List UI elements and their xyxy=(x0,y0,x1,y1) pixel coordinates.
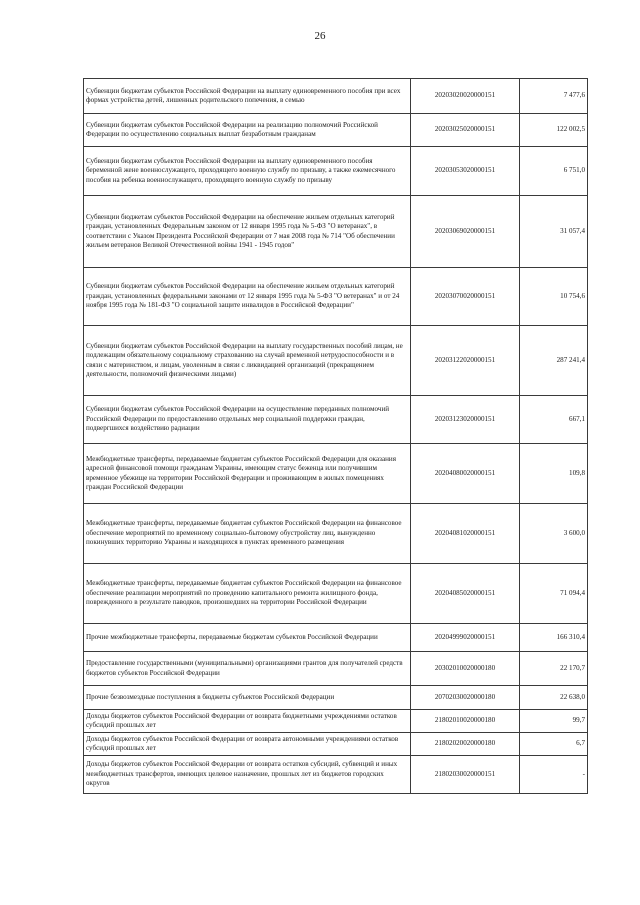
table-row xyxy=(84,114,588,147)
row-amount: 6 751,0 xyxy=(520,147,588,196)
row-name: Субвенции бюджетам субъектов Российской Федерации на осуществление переданных полномочий Российской Федерации по предоставлению отдельных мер социальной поддержки граждан, подвергшихся воздействию радиации xyxy=(84,396,411,444)
row-name: Прочие межбюджетные трансферты, передаваемые бюджетам субъектов Российской Федерации xyxy=(84,624,411,652)
table-row xyxy=(84,79,588,114)
table-row xyxy=(84,444,588,504)
row-code: 20203070020000151 xyxy=(411,268,520,326)
row-amount: 667,1 xyxy=(520,396,588,444)
row-name: Доходы бюджетов субъектов Российской Федерации от возврата бюджетными учреждениями остатков субсидий прошлых лет xyxy=(84,710,411,733)
row-name: Субвенции бюджетам субъектов Российской Федерации на выплату государственных пособий лицам, не подлежащим обязательному социальному страхованию на случай временной нетрудоспособности и в связи с материнством, и лицам, уволенным в связи с ликвидацией организаций (прекращением деятельности, полномочий физическими лицами) xyxy=(84,326,411,396)
row-name: Доходы бюджетов субъектов Российской Федерации от возврата остатков субсидий, субвенций и иных межбюджетных трансфертов, имеющих целевое назначение, прошлых лет из бюджетов городских округов xyxy=(84,756,411,794)
row-name: Субвенции бюджетам субъектов Российской Федерации на обеспечение жильем отдельных категорий граждан, установленных федеральными законами от 12 января 1995 года № 5-ФЗ "О ветеранах" и от 24 ноября 1995 года № 181-ФЗ "О социальной защите инвалидов в Российской Федерации" xyxy=(84,268,411,326)
table-row xyxy=(84,504,588,564)
row-amount: 31 057,4 xyxy=(520,196,588,268)
row-name: Субвенции бюджетам субъектов Российской Федерации на реализацию полномочий Российской Федерации по осуществлению социальных выплат безработным гражданам xyxy=(84,114,411,147)
row-amount: 22 170,7 xyxy=(520,652,588,686)
table-row xyxy=(84,624,588,652)
row-name: Доходы бюджетов субъектов Российской Федерации от возврата автономными учреждениями остатков субсидий прошлых лет xyxy=(84,733,411,756)
row-code: 20203069020000151 xyxy=(411,196,520,268)
table-row xyxy=(84,756,588,794)
table-row xyxy=(84,268,588,326)
table-row xyxy=(84,147,588,196)
row-amount: 109,8 xyxy=(520,444,588,504)
row-code: 20204085020000151 xyxy=(411,564,520,624)
row-code: 21802030020000151 xyxy=(411,756,520,794)
row-amount: 287 241,4 xyxy=(520,326,588,396)
row-name: Субвенции бюджетам субъектов Российской Федерации на обеспечение жильем отдельных категорий граждан, установленных Федеральным законом от 12 января 1995 года № 5-ФЗ "О ветеранах", в соответствии с Указом Президента Российской Федерации от 7 мая 2008 года № 714 "Об обеспечении жильем ветеранов Великой Отечественной войны 1941 - 1945 годов" xyxy=(84,196,411,268)
row-code: 20302010020000180 xyxy=(411,652,520,686)
budget-revenue-table xyxy=(83,78,588,794)
row-amount: 99,7 xyxy=(520,710,588,733)
table-row xyxy=(84,396,588,444)
row-amount: 166 310,4 xyxy=(520,624,588,652)
row-name: Субвенции бюджетам субъектов Российской Федерации на выплату единовременного пособия беременной жене военнослужащего, проходящего военную службу по призыву, а также ежемесячного пособия на ребенка военнослужащего, проходящего военную службу по призыву xyxy=(84,147,411,196)
row-name: Межбюджетные трансферты, передаваемые бюджетам субъектов Российской Федерации для оказания адресной финансовой помощи гражданам Украины, имеющим статус беженца или получившим временное убежище на территории Российской Федерации и проживающим в жилых помещениях граждан Российской Федерации xyxy=(84,444,411,504)
row-code: 21802020020000180 xyxy=(411,733,520,756)
row-amount: 71 094,4 xyxy=(520,564,588,624)
row-code: 20204999020000151 xyxy=(411,624,520,652)
row-amount: 22 638,0 xyxy=(520,686,588,710)
table-row xyxy=(84,196,588,268)
row-amount: - xyxy=(520,756,588,794)
row-code: 20203053020000151 xyxy=(411,147,520,196)
row-amount: 6,7 xyxy=(520,733,588,756)
row-amount: 10 754,6 xyxy=(520,268,588,326)
row-amount: 122 002,5 xyxy=(520,114,588,147)
page-number: 26 xyxy=(314,30,326,42)
row-amount: 7 477,6 xyxy=(520,79,588,114)
row-code: 20203122020000151 xyxy=(411,326,520,396)
row-name: Межбюджетные трансферты, передаваемые бюджетам субъектов Российской Федерации на финансовое обеспечение мероприятий по временному социально-бытовому обустройству лиц, вынужденно покинувших территорию Украины и находящихся в пунктах временного размещения xyxy=(84,504,411,564)
row-amount: 3 600,0 xyxy=(520,504,588,564)
row-name: Прочие безвозмездные поступления в бюджеты субъектов Российской Федерации xyxy=(84,686,411,710)
row-code: 20204081020000151 xyxy=(411,504,520,564)
row-code: 20203123020000151 xyxy=(411,396,520,444)
table-row xyxy=(84,686,588,710)
row-code: 20203020020000151 xyxy=(411,79,520,114)
row-code: 20204080020000151 xyxy=(411,444,520,504)
table-row xyxy=(84,564,588,624)
row-name: Предоставление государственными (муниципальными) организациями грантов для получателей средств бюджетов субъектов Российской Федерации xyxy=(84,652,411,686)
table-row xyxy=(84,652,588,686)
table-row xyxy=(84,710,588,733)
table-row xyxy=(84,733,588,756)
row-name: Субвенции бюджетам субъектов Российской Федерации на выплату единовременного пособия при всех формах устройства детей, лишенных родительского попечения, в семью xyxy=(84,79,411,114)
row-name: Межбюджетные трансферты, передаваемые бюджетам субъектов Российской Федерации на финансовое обеспечение реализации мероприятий по проведению капитального ремонта жилищного фонда, поврежденного в результате паводков, произошедших на территории Российской Федерации xyxy=(84,564,411,624)
row-code: 21802010020000180 xyxy=(411,710,520,733)
row-code: 20702030020000180 xyxy=(411,686,520,710)
table-row xyxy=(84,326,588,396)
row-code: 20203025020000151 xyxy=(411,114,520,147)
